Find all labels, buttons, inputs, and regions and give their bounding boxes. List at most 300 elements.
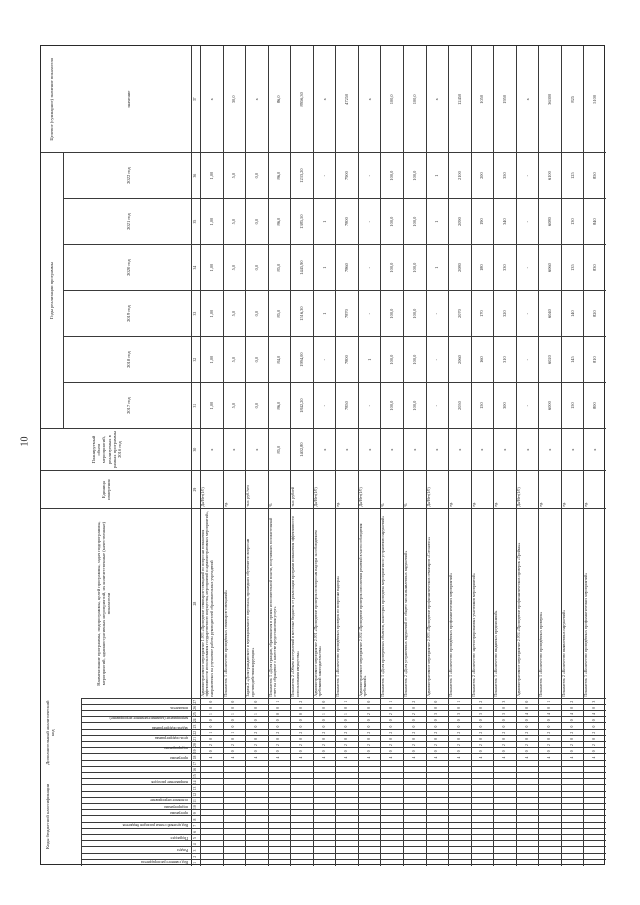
row-code-digit: 0 xyxy=(253,719,258,722)
row-code-digit: 0 xyxy=(344,725,349,728)
row-year-value: 6000 xyxy=(547,401,553,410)
row-year-value: 150 xyxy=(479,402,485,409)
row-year-value: 1445,90 xyxy=(299,260,304,275)
column-number: 19 xyxy=(193,749,197,754)
row-code-digit: 0 xyxy=(321,700,326,703)
row-name: Показатель 3 «Количество проведённых профилактических мероприятий» xyxy=(584,572,589,697)
row-year-value: 100,0 xyxy=(389,308,395,319)
row-code-digit: 0 xyxy=(253,737,258,740)
column-number: 14 xyxy=(193,780,197,785)
row-year-value: 145 xyxy=(569,356,575,363)
row-code-digit: 0 xyxy=(366,706,371,709)
column-number: 37 xyxy=(193,97,197,102)
rotated-table xyxy=(41,46,606,866)
column-number: 7 xyxy=(193,824,197,827)
row-code-digit: 0 xyxy=(456,750,461,753)
analytic-header-label: задача подпрограммы xyxy=(151,725,188,730)
row-code-digit: 2 xyxy=(569,731,574,734)
column-number: 16 xyxy=(193,768,197,772)
code-header-label: Код главного распорядителя xyxy=(141,860,188,865)
column-number: 11 xyxy=(193,799,197,803)
row-code-digit: 1 xyxy=(208,731,213,734)
row-year-value: - xyxy=(366,404,372,407)
row-code-digit: 0 xyxy=(276,713,281,716)
row-unit: ед. xyxy=(223,501,228,507)
row-year-value: - xyxy=(434,312,440,315)
row-name: Показатель 1 «Доля проверенных объектов, на которых проведены мероприятия по устранению нарушений» xyxy=(381,515,386,697)
row-code-digit: 4 xyxy=(456,756,461,759)
row-unit: Да/Нет(1/0) xyxy=(201,487,205,507)
row-name: Показатель 1 «Количество проведённых семинаров-совещаний» xyxy=(223,590,228,697)
row-code-digit: 0 xyxy=(208,750,213,753)
row-code-digit: 2 xyxy=(524,744,529,747)
row-code-digit: 2 xyxy=(366,731,371,734)
row-year-value: 5,0 xyxy=(231,402,237,409)
row-year-value: 7900 xyxy=(344,171,350,180)
row-target-value: х xyxy=(253,98,259,101)
row-year-value: 0,0 xyxy=(253,310,259,317)
row-code-digit: 0 xyxy=(366,725,371,728)
row-name: Показатель 2 «Доля устраненных нарушений от общего числа выявленных нарушений» xyxy=(404,550,408,697)
row-code-digit: 2 xyxy=(389,744,394,747)
row-year-value: 100,0 xyxy=(411,170,417,181)
row-name: Задача 2 «Доля гражданского и муниципального персонала, прошедших обучение по вопросам противодействия коррупции» xyxy=(246,538,255,697)
table-row-line xyxy=(471,46,472,866)
row-code-digit: 0 xyxy=(299,725,303,728)
column-number: 29 xyxy=(193,487,197,492)
table-row-line xyxy=(358,46,359,866)
unit-header: Единица измерения xyxy=(101,479,112,500)
row-year-value: 1 xyxy=(366,358,372,361)
row-year-value: 1 xyxy=(434,220,440,223)
row-code-digit: 2 xyxy=(344,731,349,734)
row-code-digit: 3 xyxy=(456,713,461,716)
row-code-digit: 0 xyxy=(456,719,461,722)
row-code-digit: 2 xyxy=(547,731,552,734)
row-year-value: 1 xyxy=(434,266,440,269)
table-row-line xyxy=(583,46,584,866)
table-row-line xyxy=(403,46,404,866)
row-year-value: 135 xyxy=(569,264,575,271)
row-target-value: х xyxy=(434,98,440,101)
column-number: 27 xyxy=(193,699,197,704)
row-code-digit: 0 xyxy=(231,719,236,722)
row-code-digit: 2 xyxy=(321,744,326,747)
row-code-digit: 2 xyxy=(411,713,416,716)
row-code-digit: 4 xyxy=(208,756,213,759)
row-code-digit: 0 xyxy=(456,725,461,728)
row-year-value: 100,0 xyxy=(411,216,417,227)
row-code-digit: 4 xyxy=(434,756,439,759)
years-group-line xyxy=(63,153,64,429)
year-header: 2017 год xyxy=(126,397,131,414)
row-code-digit: 0 xyxy=(456,706,461,709)
row-code-digit: 0 xyxy=(502,719,506,722)
row-code-digit: 2 xyxy=(344,744,349,747)
row-year-value: 150 xyxy=(569,402,575,409)
row-unit: % xyxy=(381,503,386,507)
column-number: 18 xyxy=(193,755,197,760)
row-year-value: 5,0 xyxy=(231,310,237,317)
column-number: 34 xyxy=(193,265,197,270)
column-number: 12 xyxy=(193,792,197,797)
column-number: 9 xyxy=(193,812,197,815)
name-header: Наименование программы, подпрограммы, целей программы, задач подпрограммы, мероприятий, административных мероприятий, их количественные (качественные) показатели xyxy=(96,521,112,686)
row-code-digit: 3 xyxy=(479,713,484,716)
row-code-digit: 2 xyxy=(321,731,326,734)
row-code-digit: 0 xyxy=(389,737,394,740)
table-row-line xyxy=(313,46,314,866)
year-header: 2022 год xyxy=(126,167,131,184)
row-base-value: х xyxy=(434,448,440,451)
row-code-digit: 2 xyxy=(479,700,484,703)
row-code-digit: 0 xyxy=(411,725,416,728)
column-number: 26 xyxy=(193,706,197,710)
row-code-digit: 2 xyxy=(592,731,597,734)
row-code-digit: 0 xyxy=(231,737,236,740)
row-year-value: 7860 xyxy=(344,263,350,272)
row-year-value: - xyxy=(366,312,372,315)
row-code-digit: 0 xyxy=(276,750,281,753)
row-code-digit: 0 xyxy=(366,750,371,753)
row-code-digit: 0 xyxy=(231,750,236,753)
row-code-digit: 0 xyxy=(524,700,529,703)
row-year-value: - xyxy=(434,404,440,407)
row-code-digit: 0 xyxy=(344,737,349,740)
row-unit: ед. xyxy=(471,501,476,507)
row-unit: ед. xyxy=(539,501,544,507)
row-code-digit: 0 xyxy=(208,700,213,703)
row-base-value: х xyxy=(547,448,553,451)
code-column-line xyxy=(81,815,606,816)
row-code-digit: 0 xyxy=(276,725,281,728)
column-line xyxy=(41,508,606,509)
row-unit: % xyxy=(404,503,408,507)
row-year-value: 1 xyxy=(434,174,440,177)
row-name: Показатель 2 «Количество зарегистрированных участников мероприятий» xyxy=(471,573,476,697)
code-column-line xyxy=(81,828,606,829)
row-code-digit: 0 xyxy=(231,706,236,709)
row-code-digit: 4 xyxy=(547,756,552,759)
row-code-digit: 0 xyxy=(456,737,461,740)
row-base-value: х xyxy=(389,448,395,451)
row-year-value: 7800 xyxy=(344,217,350,226)
row-base-value: 85,0 xyxy=(276,445,282,454)
row-code-digit: 4 xyxy=(569,713,574,716)
analytic-header-label: подпрограмма xyxy=(164,745,188,750)
column-number: 3 xyxy=(193,849,197,852)
row-year-value: - xyxy=(321,404,327,407)
row-code-digit: 2 xyxy=(366,713,371,716)
row-year-value: 1842,20 xyxy=(299,398,304,413)
row-code-digit: 0 xyxy=(502,706,506,709)
row-base-value: х xyxy=(456,448,462,451)
row-year-value: 1233,20 xyxy=(299,168,304,183)
row-code-digit: 0 xyxy=(547,706,552,709)
row-year-value: - xyxy=(524,266,530,269)
code-header-label: Подраздел xyxy=(170,835,188,840)
row-code-digit: 0 xyxy=(547,750,552,753)
row-year-value: - xyxy=(366,174,372,177)
row-code-digit: 1 xyxy=(344,700,349,703)
row-target-value: 1050 xyxy=(479,94,485,104)
row-code-digit: 0 xyxy=(321,725,326,728)
column-number: 24 xyxy=(193,718,197,723)
row-year-value: 86,0 xyxy=(276,401,282,410)
row-code-digit: 0 xyxy=(569,719,574,722)
row-code-digit: 2 xyxy=(569,744,574,747)
row-code-digit: 1 xyxy=(276,700,281,703)
row-unit: ед. xyxy=(494,501,499,507)
row-year-value: - xyxy=(524,220,530,223)
row-code-digit: 0 xyxy=(321,750,326,753)
row-year-value: 1,00 xyxy=(208,171,214,180)
row-code-digit: 0 xyxy=(434,719,439,722)
row-code-digit: 0 xyxy=(524,725,529,728)
table-row-line xyxy=(538,46,539,866)
row-year-value: 6060 xyxy=(547,263,553,272)
row-code-digit: 0 xyxy=(411,719,416,722)
code-column-line xyxy=(81,766,606,767)
analytic-header-label: мероприятие (административное мероприятие) xyxy=(109,715,188,720)
row-code-digit: 0 xyxy=(389,706,394,709)
row-code-digit: 2 xyxy=(434,731,439,734)
table-row-line xyxy=(561,46,562,866)
row-year-value: 1516,30 xyxy=(299,306,304,321)
base-value-header: Планируемый объем мероприятий, реализуемых в рамках программы 2016 год xyxy=(91,431,123,469)
row-code-digit: 1 xyxy=(231,713,236,716)
row-target-value: 1950 xyxy=(502,94,507,104)
row-base-value: х xyxy=(569,448,575,451)
row-code-digit: 0 xyxy=(479,719,484,722)
row-year-value: 2100 xyxy=(456,171,462,180)
code-column-line xyxy=(81,853,606,854)
table-row-line xyxy=(426,46,427,866)
row-code-digit: 2 xyxy=(502,744,506,747)
row-code-digit: 1 xyxy=(456,700,461,703)
row-code-digit: 0 xyxy=(253,700,258,703)
row-code-digit: 2 xyxy=(456,744,461,747)
row-code-digit: 2 xyxy=(389,731,394,734)
column-number: 31 xyxy=(193,403,197,408)
row-code-digit: 0 xyxy=(524,737,529,740)
row-code-digit: 2 xyxy=(411,731,416,734)
row-code-digit: 4 xyxy=(592,713,597,716)
column-number: 32 xyxy=(193,357,197,362)
row-base-value: х xyxy=(502,448,507,451)
row-code-digit: 4 xyxy=(231,756,236,759)
row-code-digit: 2 xyxy=(253,731,258,734)
row-base-value: х xyxy=(344,448,350,451)
year-header: 2021 год xyxy=(126,213,131,230)
row-name: Показатель 1 «Количество проведённых проверок» xyxy=(539,611,544,697)
column-number: 10 xyxy=(193,805,197,809)
row-year-value: 310 xyxy=(502,356,507,363)
row-code-digit: 1 xyxy=(547,700,552,703)
row-code-digit: 4 xyxy=(253,756,258,759)
row-target-value: 8956,30 xyxy=(299,92,304,107)
row-code-digit: 0 xyxy=(253,706,258,709)
row-year-value: - xyxy=(524,174,530,177)
row-year-value: 100,0 xyxy=(389,216,395,227)
row-code-digit: 1 xyxy=(208,713,213,716)
row-year-value: 0,0 xyxy=(253,218,259,225)
row-year-value: 140 xyxy=(569,310,575,317)
row-year-value: 180 xyxy=(479,264,485,271)
row-code-digit: 0 xyxy=(569,737,574,740)
row-year-value: 0,0 xyxy=(253,264,259,271)
row-name: Административное мероприятие 2.003 «Проведение профилактических семинаров «Согласно»» xyxy=(426,536,431,697)
row-unit: ед. xyxy=(336,501,341,507)
row-code-digit: 0 xyxy=(276,706,281,709)
column-number: 33 xyxy=(193,311,197,316)
row-year-value: 200 xyxy=(479,172,485,179)
column-number: 2 xyxy=(193,855,197,858)
row-code-digit: 1 xyxy=(231,731,236,734)
row-code-digit: 2 xyxy=(208,744,213,747)
code-column-line xyxy=(81,803,606,804)
table-row-line xyxy=(245,46,246,866)
row-code-digit: 4 xyxy=(276,756,281,759)
row-year-value: 1,00 xyxy=(208,309,214,318)
row-code-digit: 0 xyxy=(569,750,574,753)
column-number: 30 xyxy=(193,447,197,452)
row-code-digit: 0 xyxy=(366,719,371,722)
code-header-label: основное мероприятие xyxy=(150,798,188,803)
row-target-value: 86,0 xyxy=(276,95,282,104)
year-header: 2018 год xyxy=(126,351,131,368)
row-code-digit: 4 xyxy=(569,756,574,759)
row-year-value: 85,0 xyxy=(276,309,282,318)
row-target-value: 47250 xyxy=(344,93,350,105)
row-code-digit: 1 xyxy=(344,713,349,716)
row-year-value: 850 xyxy=(592,172,598,179)
row-year-value: 130 xyxy=(569,218,575,225)
row-target-value: 100,0 xyxy=(411,94,417,105)
row-target-value: 12450 xyxy=(456,93,462,105)
row-year-value: 84,0 xyxy=(276,355,282,364)
row-base-value: х xyxy=(231,448,237,451)
row-year-value: 320 xyxy=(502,310,507,317)
row-name: Показатель 1 «Количество проведённых профилактических мероприятий» xyxy=(449,572,454,697)
row-code-digit: 0 xyxy=(321,737,326,740)
row-unit: Да/Нет(1/0) xyxy=(426,487,431,507)
row-year-value: 1994,00 xyxy=(299,352,304,367)
column-number: 6 xyxy=(193,830,197,833)
row-code-digit: 0 xyxy=(208,725,213,728)
row-year-value: 6100 xyxy=(547,171,553,180)
row-code-digit: 2 xyxy=(592,744,597,747)
row-name: Показатель 2 «Количество выявленных нарушений» xyxy=(561,609,566,697)
row-year-value: 6080 xyxy=(547,217,553,226)
row-code-digit: 0 xyxy=(524,719,529,722)
years-header: Годы реализации программы xyxy=(49,262,54,319)
row-code-digit: 4 xyxy=(479,756,484,759)
row-year-value: 2050 xyxy=(456,401,462,410)
column-number: 23 xyxy=(193,724,197,729)
row-year-value: 100,0 xyxy=(411,354,417,365)
row-code-digit: 2 xyxy=(299,731,303,734)
page-number: 10 xyxy=(19,436,31,447)
row-year-value: 7800 xyxy=(344,355,350,364)
row-year-value: 800 xyxy=(592,402,598,409)
row-code-digit: 0 xyxy=(366,700,371,703)
code-column-line xyxy=(81,834,606,835)
row-name: Показатель 1 «Количество проведённых проверок по вопросам надзора» xyxy=(336,576,341,697)
row-code-digit: 0 xyxy=(479,750,484,753)
row-code-digit: 0 xyxy=(299,719,303,722)
row-year-value: 7850 xyxy=(344,401,350,410)
code-header-label: подпрограмма xyxy=(164,804,188,809)
row-code-digit: 0 xyxy=(547,737,552,740)
row-target-value: 30,0 xyxy=(231,95,237,104)
row-code-digit: 4 xyxy=(366,756,371,759)
row-code-digit: 0 xyxy=(547,719,552,722)
row-code-digit: 4 xyxy=(389,756,394,759)
row-code-digit: 4 xyxy=(299,756,303,759)
header-bottom-line xyxy=(191,46,192,866)
row-code-digit: 4 xyxy=(592,756,597,759)
row-year-value: 5,0 xyxy=(231,172,237,179)
row-code-digit: 0 xyxy=(231,700,236,703)
row-year-value: - xyxy=(524,404,530,407)
code-column-line xyxy=(81,846,606,847)
row-code-digit: 0 xyxy=(366,737,371,740)
row-code-digit: 0 xyxy=(253,725,258,728)
analytic-code-header: Дополнительный аналитический код xyxy=(45,700,56,765)
row-year-value: 1,00 xyxy=(208,263,214,272)
table-row-line xyxy=(380,46,381,866)
row-code-digit: 0 xyxy=(502,737,506,740)
code-header-label: Код целевой статьи расходов бюджетов xyxy=(122,823,188,828)
code-header-label: Раздел xyxy=(176,848,188,853)
row-year-value: 1385,50 xyxy=(299,214,304,229)
row-name: Административное мероприятие 2.004 «Проведение профилактических проверок «Тройка»» xyxy=(516,542,521,697)
column-number: 4 xyxy=(193,843,197,846)
row-code-digit: 0 xyxy=(299,750,303,753)
column-number: 15 xyxy=(193,774,197,778)
row-year-value: 1,00 xyxy=(208,217,214,226)
row-code-digit: 4 xyxy=(344,756,349,759)
row-code-digit: 4 xyxy=(321,756,326,759)
row-code-digit: 0 xyxy=(434,725,439,728)
code-column-line xyxy=(81,840,606,841)
row-code-digit: 4 xyxy=(502,756,506,759)
row-code-digit: 0 xyxy=(253,750,258,753)
row-code-digit: 0 xyxy=(547,725,552,728)
row-code-digit: 3 xyxy=(434,713,439,716)
year-header: 2019 год xyxy=(126,305,131,322)
row-year-value: 100,0 xyxy=(411,308,417,319)
row-year-value: 330 xyxy=(502,264,507,271)
row-code-digit: 0 xyxy=(411,750,416,753)
year-header: 2020 год xyxy=(126,259,131,276)
row-base-value: х xyxy=(479,448,485,451)
row-code-digit: 0 xyxy=(592,737,597,740)
row-year-value: 840 xyxy=(592,218,598,225)
row-base-value: х xyxy=(208,448,214,451)
column-number: 25 xyxy=(193,712,197,716)
row-year-value: 5,0 xyxy=(231,356,237,363)
row-code-digit: 0 xyxy=(434,706,439,709)
row-unit: Да/Нет(1/0) xyxy=(516,487,521,507)
row-unit: ед. xyxy=(584,501,589,507)
row-year-value: 0,0 xyxy=(253,172,259,179)
code-column-line xyxy=(81,784,606,785)
row-target-value: х xyxy=(208,98,214,101)
row-base-value: х xyxy=(524,448,530,451)
row-target-value: х xyxy=(366,98,372,101)
